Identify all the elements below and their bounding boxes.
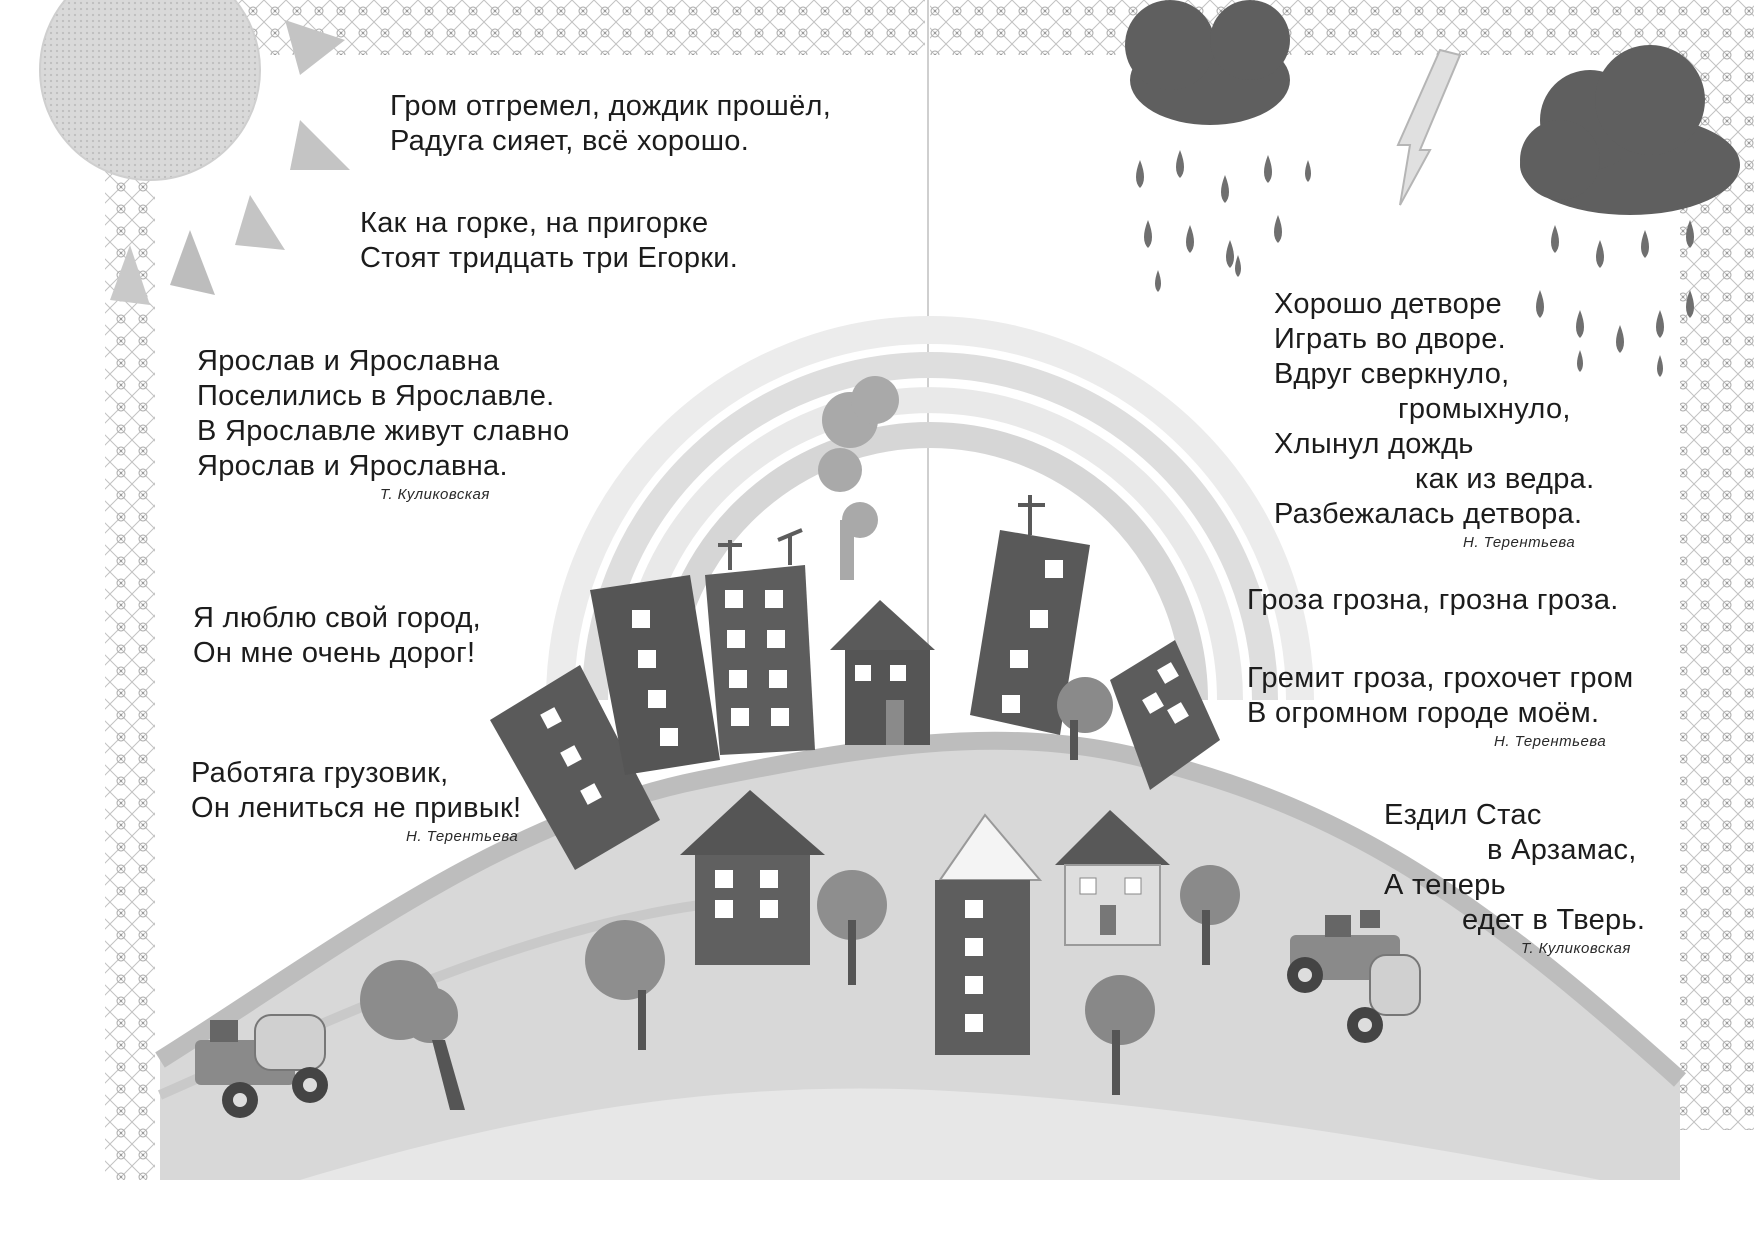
poem-line: Гроза грозна, грозна гроза. (1247, 584, 1619, 616)
poem-groza-2 (1247, 661, 1634, 753)
poem-line: В огромном городе моём. (1247, 697, 1600, 729)
poem-line: Хорошо детворе (1274, 288, 1502, 320)
poem-author: Т. Куликовская (1521, 940, 1631, 957)
poem-groza-1 (1247, 583, 1619, 618)
poem-line: Ездил Стас (1384, 799, 1542, 831)
poem-stas (1384, 798, 1645, 960)
poem-line: Стоят тридцать три Егорки. (360, 242, 739, 274)
poem-author: Н. Терентьева (1463, 534, 1576, 551)
poem-line: Гром отгремел, дождик прошёл, (390, 90, 832, 122)
poem-line: Ярослав и Ярославна. (197, 450, 508, 482)
poem-line: Как на горке, на пригорке (360, 207, 709, 239)
poem-line: Радуга сияет, всё хорошо. (390, 125, 750, 157)
poem-yaroslav (197, 344, 570, 506)
poem-line: Гремит гроза, грохочет гром (1247, 662, 1634, 694)
poem-line: Я люблю свой город, (193, 602, 482, 634)
poem-gruzovik (191, 756, 521, 848)
poem-detvora (1274, 287, 1594, 554)
poem-line: громыхнуло, (1398, 393, 1571, 425)
poem-line: Играть во дворе. (1274, 323, 1506, 355)
poem-line: В Ярославле живут славно (197, 415, 570, 447)
poem-line: Работяга грузовик, (191, 757, 449, 789)
poem-author: Н. Терентьева (1494, 733, 1607, 750)
poem-author: Н. Терентьева (406, 828, 519, 845)
poem-line: А теперь (1384, 869, 1506, 901)
poem-grom (390, 89, 831, 159)
poem-author: Т. Куликовская (380, 486, 490, 503)
poem-line: едет в Тверь. (1462, 904, 1646, 936)
poem-line: как из ведра. (1415, 463, 1595, 495)
poem-gorod (193, 601, 481, 671)
poem-gorka (360, 206, 738, 276)
poem-line: Поселились в Ярославле. (197, 380, 555, 412)
poem-line: Он лениться не привык! (191, 792, 522, 824)
poem-line: Вдруг сверкнуло, (1274, 358, 1510, 390)
poem-line: в Арзамас, (1487, 834, 1637, 866)
poem-line: Ярослав и Ярославна (197, 345, 500, 377)
poem-line: Разбежалась детвора. (1274, 498, 1583, 530)
poem-line: Хлынул дождь (1274, 428, 1474, 460)
poem-line: Он мне очень дорог! (193, 637, 476, 669)
